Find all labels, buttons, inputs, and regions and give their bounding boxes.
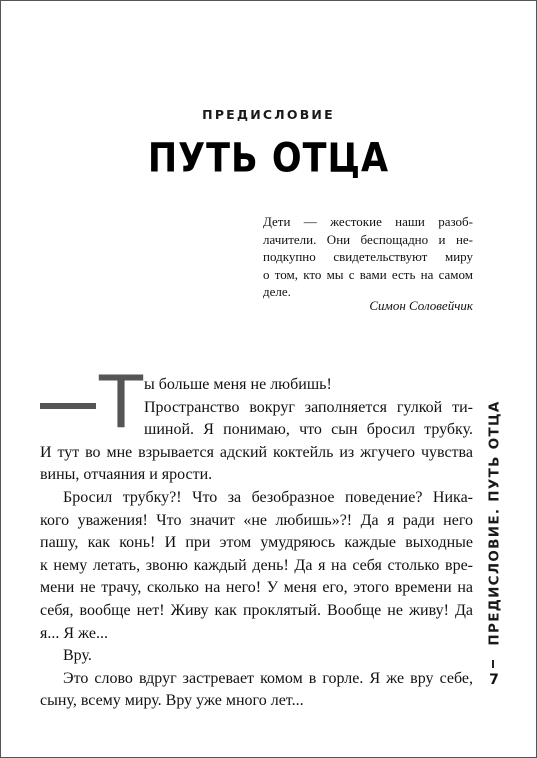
body-line: сыну, всему миру. Вру уже много лет... xyxy=(40,692,304,710)
body-line: Пространство вокруг заполняется гулкой ти- xyxy=(144,398,473,416)
dropcap-letter: Т xyxy=(99,360,143,444)
body-line: ы больше меня не любишь! xyxy=(144,376,332,393)
body-line: кого уважения! Что значит «не любишь»?! Да я ради него xyxy=(40,511,473,529)
body-line: Это слово вдруг застревает комом в горле. Я же вру себе, xyxy=(63,669,473,687)
epigraph-author: Симон Соловейчик xyxy=(369,298,473,313)
body-text xyxy=(40,360,473,713)
body-line: шиной. Я понимаю, что сын бросил трубку. xyxy=(144,421,473,439)
dropcap-dash xyxy=(40,403,96,409)
opening-paragraph xyxy=(40,360,473,444)
epigraph-line: Дети — жестокие наши разоб- xyxy=(263,214,473,229)
body-line: мени не трачу, сколько на него! У меня его, этого времени на xyxy=(40,579,473,597)
page-number: 7 xyxy=(489,672,499,688)
body-line: вины, отчаяния и ярости. xyxy=(40,466,213,484)
section-label: ПРЕДИСЛОВИЕ xyxy=(202,107,335,122)
body-line: Бросил трубку?! Что за безобразное поведение? Ника- xyxy=(63,488,473,506)
epigraph-line: о том, кто мы с вами есть на самом xyxy=(263,266,473,282)
body-line: пашу, как конь! И при этом умудряюсь каждые выходные xyxy=(40,534,473,552)
running-title-text: ПРЕДИСЛОВИЕ. ПУТЬ ОТЦА xyxy=(487,400,504,646)
running-title-rule xyxy=(492,660,494,668)
chapter-title: ПУТЬ ОТЦА xyxy=(147,136,390,182)
epigraph-line: деле. xyxy=(263,284,291,299)
body-line: И тут во мне взрывается адский коктейль из жгучего чувства xyxy=(40,443,473,461)
epigraph xyxy=(263,213,473,301)
epigraph-line: лачители. Они беспощадно и не- xyxy=(263,231,473,247)
running-title xyxy=(480,391,510,655)
body-line: я... Я же... xyxy=(40,624,108,642)
body-line: себя, вообще нет! Живу как проклятый. Вообще не живу! Да xyxy=(40,601,473,619)
body-line: Вру. xyxy=(63,647,92,665)
epigraph-line: подкупно свидетельствуют миру xyxy=(263,249,473,264)
body-line: к нему летать, звоню каждый день! Да я на себя столько вре- xyxy=(40,556,473,574)
